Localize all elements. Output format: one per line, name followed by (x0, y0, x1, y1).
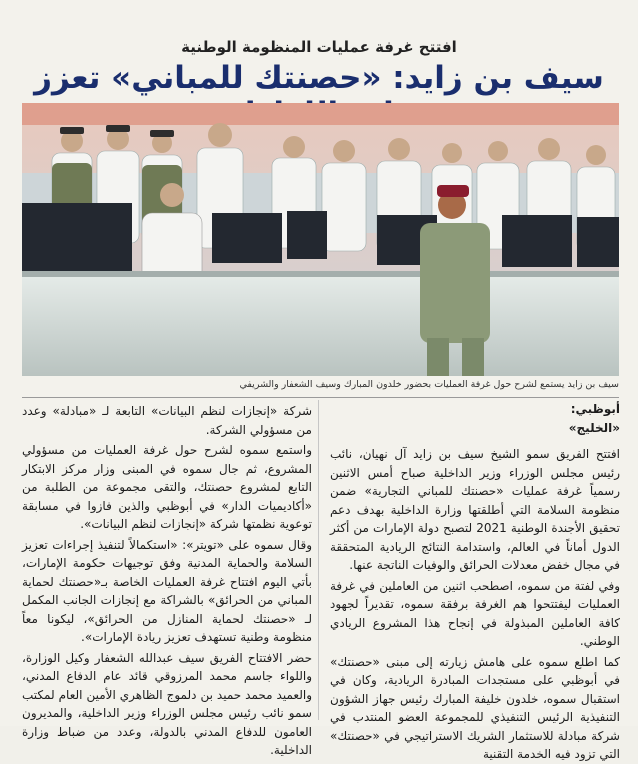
headline: سيف بن زايد: «حصنتك للمباني» تعزز (34, 60, 604, 96)
paragraph: حضر الافتتاح الفريق سيف عبدالله الشعفار وكيل الوزارة، واللواء جاسم محمد المرزوقي قائد عام الدفاع المدني، والعميد محمد حميد بن دلموج الظاهري الأمين العام لمكتب سمو نائب رئيس مجلس الوزراء وزير الداخلية، والمديرون العامون للدفاع المدني بالدولة، وعدد من ضباط وزارة الداخلية. (22, 650, 312, 757)
kicker: افتتح غرفة عمليات المنظومة الوطنية (181, 38, 457, 56)
divider (22, 397, 619, 398)
dateline: أبوظبي: (570, 402, 620, 416)
article-column-left (22, 402, 312, 757)
source: «الخليج» (568, 420, 620, 435)
photo-caption: سيف بن زايد يستمع لشرح حول غرفة العمليات بحضور خلدون المبارك وسيف الشعفار والشريفي (239, 379, 619, 390)
paragraph: وقال سموه على «تويتر»: «استكمالاً لتنفيذ إجراءات تعزيز السلامة والحماية المدنية وفق توجيهات حكومة الإمارات، بأتي اليوم افتتاح غرفة العمليات الخاصة بـ«حصنتك لحماية المباني من الحرائق» بالشراكة مع إنجازات الجانب المكمل لـ «حصنتك لحماية المنازل من الحرائق»، ليكونا معاً منظومة وطنية تستهدف تعزيز ريادة الإمارات». (22, 537, 312, 644)
paragraph: وفي لفتة من سموه، اصطحب اثنين من العاملين في غرفة العمليات ليفتتحوا هم الغرفة برفقة سموه، تقديراً لجهود كافة العاملين المبذولة في إنجاح هذا المشروع الريادي الوطني. (330, 578, 620, 648)
column-divider (318, 400, 319, 720)
paragraph: واستمع سموه لشرح حول غرفة العمليات من مسؤولي المشروع، ثم جال سموه في المبنى وزار مركز الابتكار التابع لمشروع حصنتك، والتقى مجموعة من الطلبة من «أكاديميات الدار» في أبوظبي والذين فازوا في مسابقة توعوية نظمتها شركة «إنجازات لنظم البيانات». (22, 443, 312, 531)
paragraph: شركة «إنجازات لنظم البيانات» التابعة لـ «مبادلة» وعدد من مسؤولي الشركة. (22, 404, 312, 437)
news-photo (22, 103, 619, 376)
paragraph: كما اطلع سموه على هامش زيارته إلى مبنى «حصنتك» في أبوظبي على مستجدات المبادرة الريادية، وكان في استقبال سموه، خلدون خليفة المبارك رئيس جهاز الشؤون التنفيذية الرئيس التنفيذي للمجموعة العضو المنتدب في شركة مبادلة للاستثمار الشريك الاستراتيجي في «حصنتك» التي تزود فيه الخدمة التقنية (330, 654, 620, 761)
paragraph: افتتح الفريق سمو الشيخ سيف بن زايد آل نهيان، نائب رئيس مجلس الوزراء وزير الداخلية صباح أمس الاثنين رسمياً غرفة عمليات «حصنتك للمباني التجارية» ضمن منظومة السلامة التي أطلقتها وزارة الداخلية بهدف دعم تحقيق الأجندة الوطنية 2021 لتصبح دولة الإمارات من أكثر الدول أماناً في العالم، واستدامة النتائج الريادية المتحققة في مجال خفض معدلات الحرائق والوفيات الناتجة عنها. (330, 447, 621, 572)
article-column-right (330, 400, 621, 761)
